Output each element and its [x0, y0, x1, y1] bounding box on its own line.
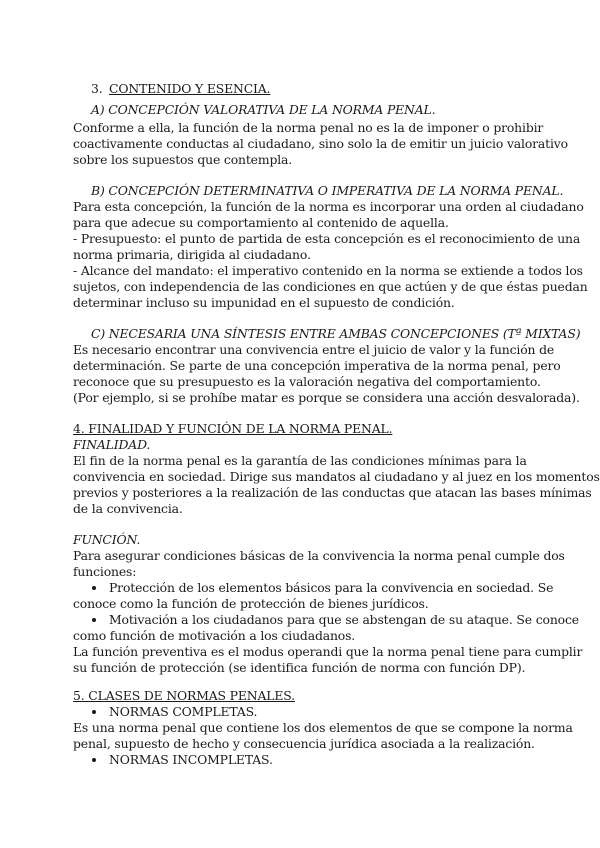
finalidad-title: FINALIDAD. [73, 437, 151, 452]
subsection-a-line-1: Conforme a ella, la función de la norma penal no es la de imponer o prohibir [73, 120, 544, 135]
finalidad-line-1: El fin de la norma penal es la garantía de las condiciones mínimas para la [73, 453, 527, 468]
subsection-b-line-4: norma primaria, dirigida al ciudadano. [73, 247, 311, 262]
normas-incompletas-label: NORMAS INCOMPLETAS. [109, 752, 273, 767]
section-4-title: 4. FINALIDAD Y FUNCIÓN DE LA NORMA PENAL. [73, 421, 393, 436]
subsection-b-line-1: Para esta concepción, la función de la norma es incorporar una orden al ciudadano [73, 199, 584, 214]
normas-completas-label: NORMAS COMPLETAS. [109, 704, 258, 719]
bullet-icon [92, 710, 96, 714]
section-3-number: 3. [91, 81, 103, 96]
subsection-c-line-4: (Por ejemplo, si se prohíbe matar es porque se considera una acción desvalorada). [73, 390, 580, 405]
bullet-2-line-1: Motivación a los ciudadanos para que se abstengan de su ataque. Se conoce [109, 612, 579, 627]
section-5-line-1: Es una norma penal que contiene los dos elementos de que se compone la norma [73, 720, 573, 735]
bullet-icon [92, 618, 96, 622]
bullet-icon [92, 758, 96, 762]
section-5-title: 5. CLASES DE NORMAS PENALES. [73, 688, 295, 703]
subsection-b-line-2: para que adecue su comportamiento al contenido de aquella. [73, 215, 449, 230]
section-3-title: CONTENIDO Y ESENCIA. [109, 81, 271, 96]
subsection-c-title: C) NECESARIA UNA SÍNTESIS ENTRE AMBAS CONCEPCIONES (Tª MIXTAS) [91, 326, 581, 341]
subsection-b-line-3: - Presupuesto: el punto de partida de esta concepción es el reconocimiento de una [73, 231, 581, 246]
bullet-2-line-2: como función de motivación a los ciudadanos. [73, 628, 356, 643]
finalidad-line-3: previos y posteriores a la realización de las conductas que atacan las bases mínimas [73, 485, 592, 500]
subsection-a-title: A) CONCEPCIÓN VALORATIVA DE LA NORMA PENAL. [91, 102, 436, 117]
subsection-a-line-2: coactivamente conductas al ciudadano, sino solo la de emitir un juicio valorativo [73, 136, 568, 151]
funcion-title: FUNCIÓN. [73, 532, 141, 547]
subsection-c-line-3: reconoce que su presupuesto es la valoración negativa del comportamiento. [73, 374, 541, 389]
funcion-intro-line-1: Para asegurar condiciones básicas de la convivencia la norma penal cumple dos [73, 548, 565, 563]
finalidad-line-2: convivencia en sociedad. Dirige sus mandatos al ciudadano y al juez en los momentos [73, 469, 600, 484]
bullet-icon [92, 586, 96, 590]
funcion-intro-line-2: funciones: [73, 564, 137, 579]
funcion-outro-line-1: La función preventiva es el modus operandi que la norma penal tiene para cumplir [73, 644, 583, 659]
bullet-1-line-1: Protección de los elementos básicos para la convivencia en sociedad. Se [109, 580, 554, 595]
subsection-c-line-1: Es necesario encontrar una convivencia entre el juicio de valor y la función de [73, 342, 555, 357]
bullet-1-line-2: conoce como la función de protección de bienes jurídicos. [73, 596, 429, 611]
funcion-outro-line-2: su función de protección (se identifica función de norma con función DP). [73, 660, 526, 675]
subsection-c-line-2: determinación. Se parte de una concepción imperativa de la norma penal, pero [73, 358, 561, 373]
subsection-b-line-7: determinar incluso su impunidad en el supuesto de condición. [73, 295, 455, 310]
section-5-line-2: penal, supuesto de hecho y consecuencia jurídica asociada a la realización. [73, 736, 535, 751]
subsection-b-title: B) CONCEPCIÓN DETERMINATIVA O IMPERATIVA DE LA NORMA PENAL. [91, 183, 564, 198]
subsection-b-line-5: - Alcance del mandato: el imperativo contenido en la norma se extiende a todos los [73, 263, 583, 278]
finalidad-line-4: de la convivencia. [73, 501, 183, 516]
subsection-b-line-6: sujetos, con independencia de las condiciones en que actúen y de que éstas puedan [73, 279, 588, 294]
subsection-a-line-3: sobre los supuestos que contempla. [73, 152, 293, 167]
